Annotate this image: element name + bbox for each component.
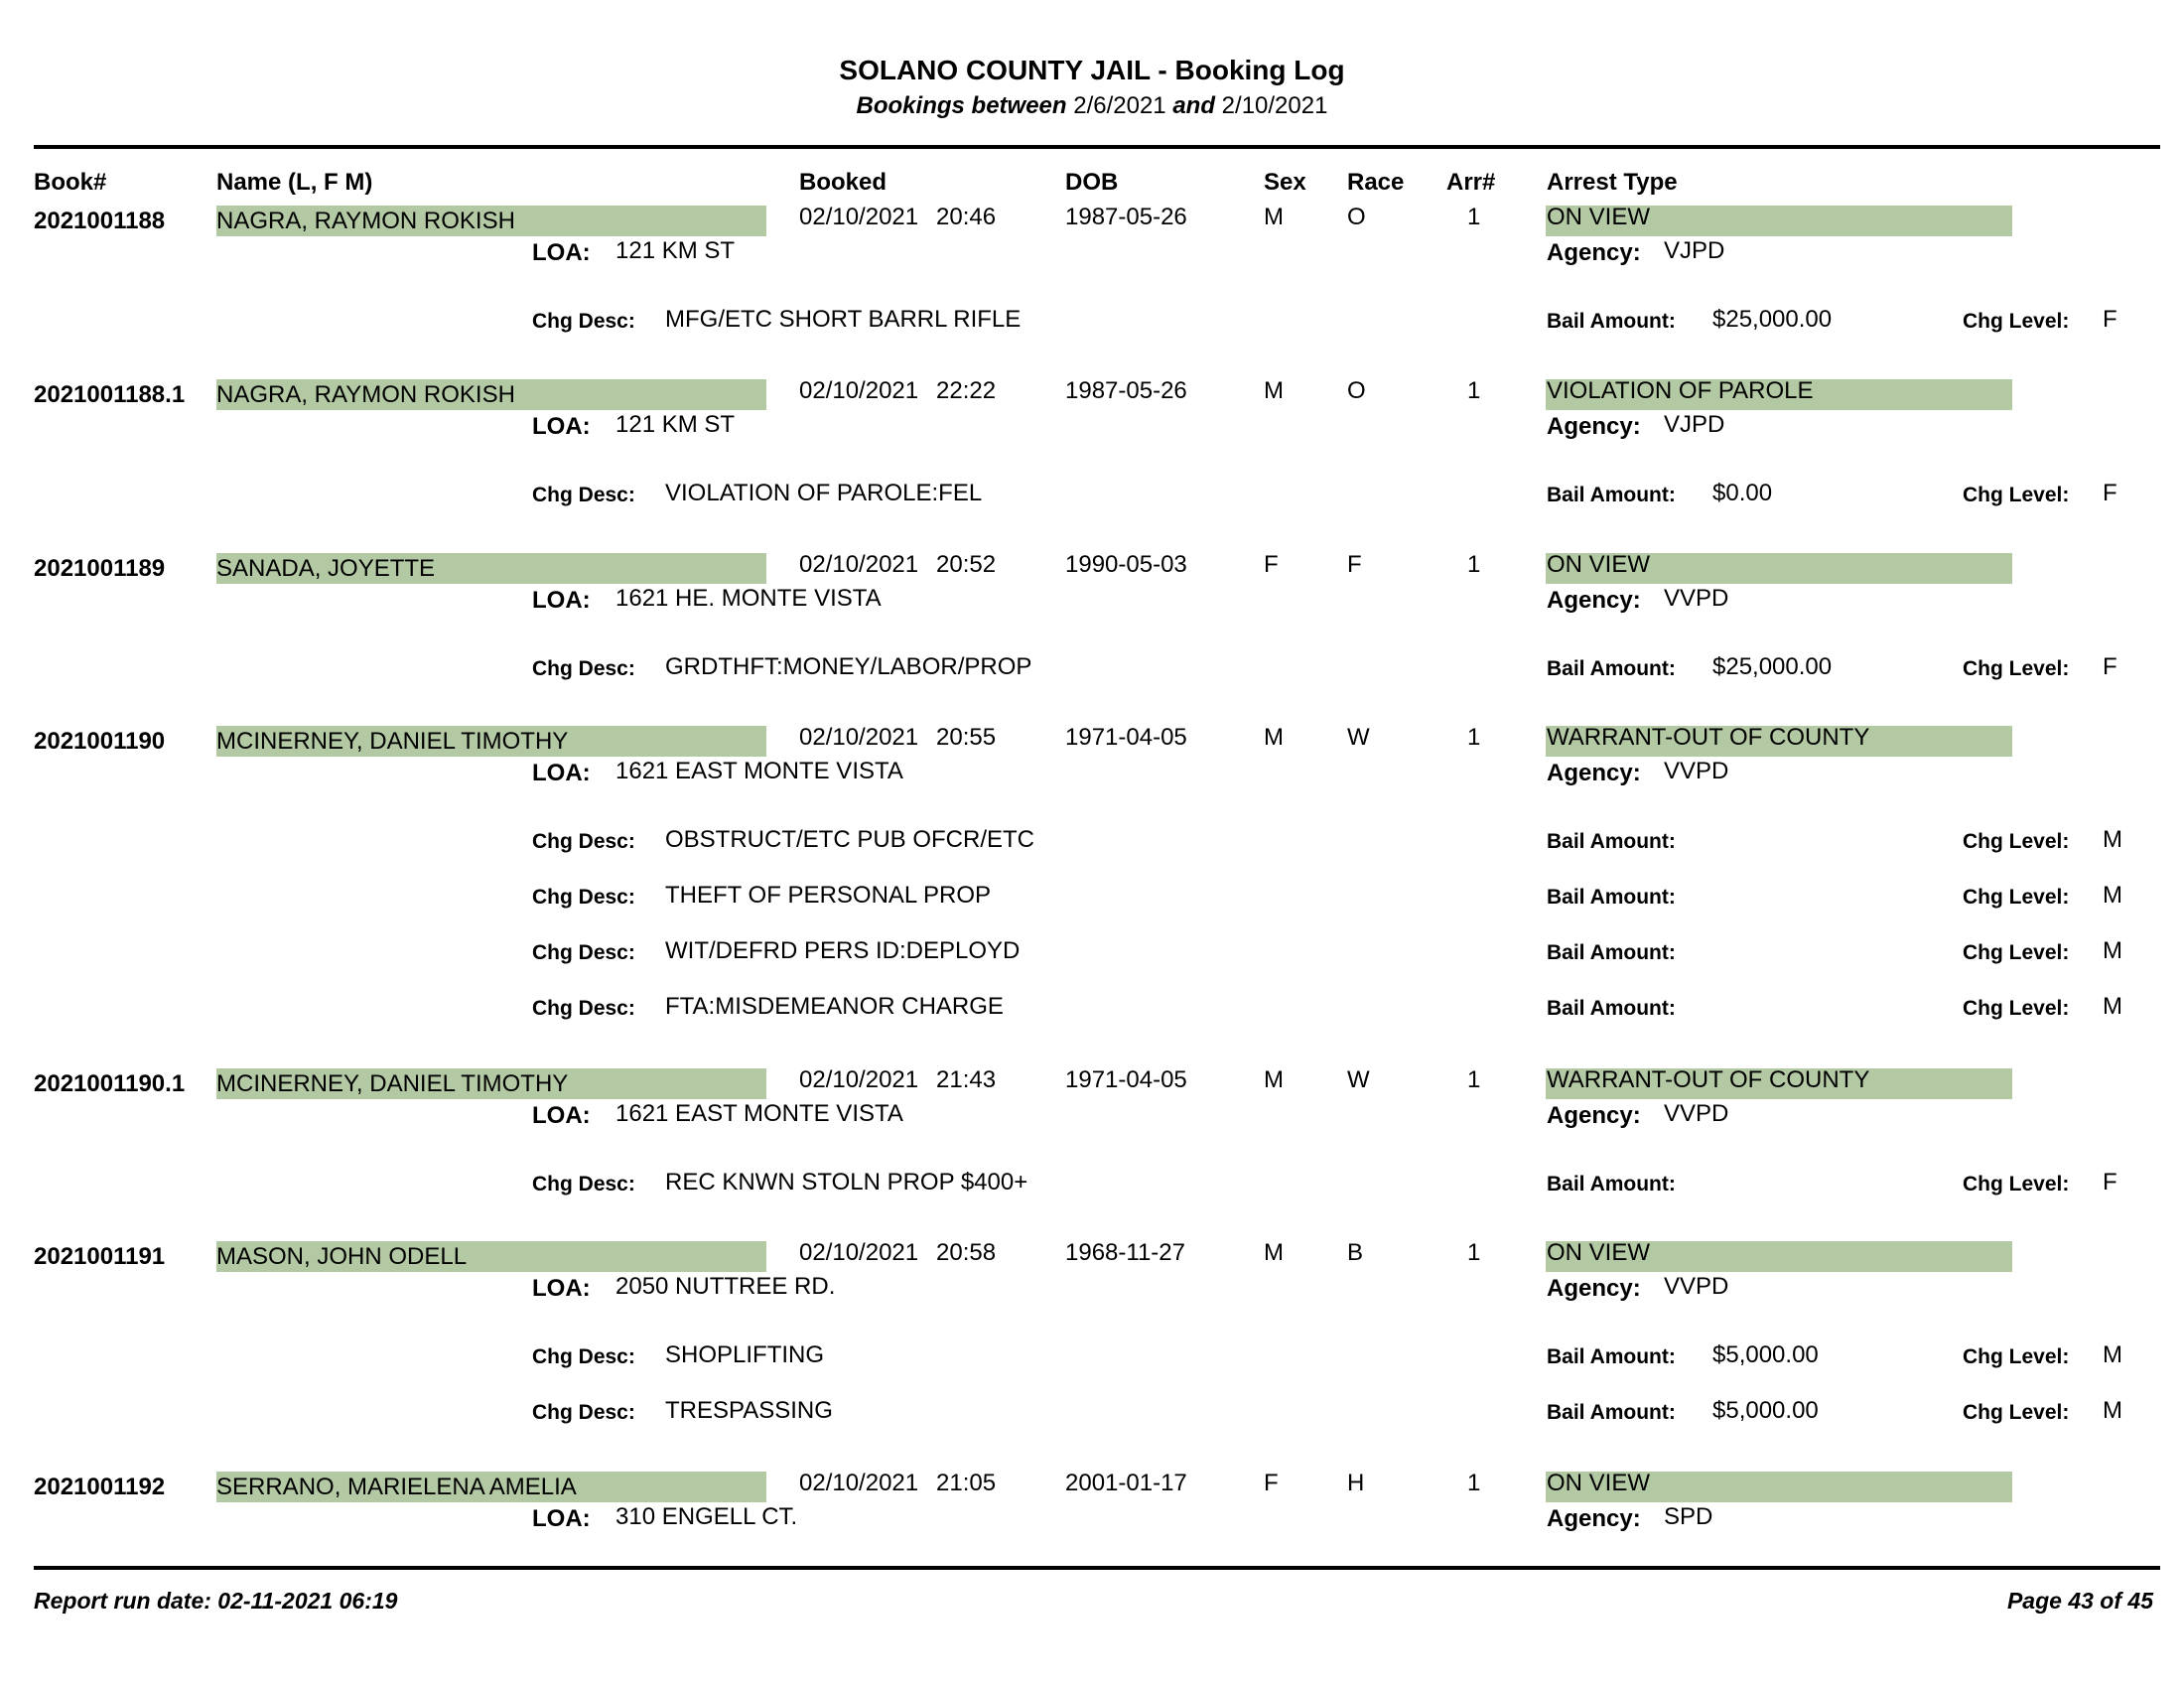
inmate-name: SERRANO, MARIELENA AMELIA — [216, 1474, 577, 1500]
dob: 1968-11-27 — [1065, 1239, 1185, 1266]
loa-value: 2050 NUTTREE RD. — [615, 1273, 836, 1300]
booked-date: 02/10/2021 — [799, 724, 919, 751]
chg-level-label: Chg Level: — [1963, 941, 2070, 964]
booked-time: 21:05 — [936, 1470, 997, 1496]
chg-desc-value: GRDTHFT:MONEY/LABOR/PROP — [665, 653, 1032, 680]
col-dob: DOB — [1065, 169, 1119, 196]
book-number: 2021001190.1 — [34, 1070, 186, 1097]
chg-level-label: Chg Level: — [1963, 997, 2070, 1020]
chg-level-value: F — [2103, 306, 2117, 333]
report-run-date: Report run date: 02-11-2021 06:19 — [34, 1588, 398, 1614]
chg-level-value: F — [2103, 653, 2117, 680]
agency-value: VVPD — [1664, 585, 1729, 612]
bail-amount-label: Bail Amount: — [1547, 830, 1676, 853]
bail-amount-value: $25,000.00 — [1712, 306, 1833, 333]
bail-amount-label: Bail Amount: — [1547, 886, 1676, 909]
col-booked: Booked — [799, 169, 887, 196]
col-book: Book# — [34, 169, 107, 196]
agency-label: Agency: — [1547, 587, 1641, 614]
chg-level-label: Chg Level: — [1963, 830, 2070, 853]
sex: F — [1264, 551, 1279, 578]
chg-level-value: M — [2103, 1341, 2122, 1368]
dob: 1987-05-26 — [1065, 204, 1187, 230]
dob: 1987-05-26 — [1065, 377, 1187, 404]
chg-level-label: Chg Level: — [1963, 310, 2070, 333]
booked-time: 20:46 — [936, 204, 997, 230]
race: B — [1347, 1239, 1364, 1266]
inmate-name: NAGRA, RAYMON ROKISH — [216, 381, 515, 408]
arrest-type: ON VIEW — [1547, 551, 1651, 578]
report-subtitle — [0, 92, 2184, 120]
loa-label: LOA: — [532, 760, 591, 786]
col-arrest-type: Arrest Type — [1547, 169, 1678, 196]
chg-level-value: M — [2103, 882, 2122, 909]
book-number: 2021001189 — [34, 555, 166, 582]
chg-desc-label: Chg Desc: — [532, 997, 635, 1020]
inmate-name: MASON, JOHN ODELL — [216, 1243, 468, 1270]
arrest-number: 1 — [1467, 551, 1481, 578]
booked-date: 02/10/2021 — [799, 204, 919, 230]
loa-value: 1621 EAST MONTE VISTA — [615, 758, 903, 784]
chg-desc-label: Chg Desc: — [532, 1173, 635, 1196]
arrest-number: 1 — [1467, 1470, 1481, 1496]
subtitle-end-date: 2/10/2021 — [1221, 92, 1328, 119]
chg-level-value: M — [2103, 1397, 2122, 1424]
col-race: Race — [1347, 169, 1405, 196]
book-number: 2021001191 — [34, 1243, 166, 1270]
booked-date: 02/10/2021 — [799, 551, 919, 578]
sex: M — [1264, 1066, 1284, 1093]
booked-date: 02/10/2021 — [799, 1239, 919, 1266]
bail-amount-label: Bail Amount: — [1547, 484, 1676, 506]
chg-level-label: Chg Level: — [1963, 484, 2070, 506]
subtitle-prefix: Bookings between — [856, 92, 1067, 119]
arrest-type: WARRANT-OUT OF COUNTY — [1547, 724, 1870, 751]
arrest-number: 1 — [1467, 1066, 1481, 1093]
chg-desc-value: THEFT OF PERSONAL PROP — [665, 882, 992, 909]
booked-time: 21:43 — [936, 1066, 997, 1093]
bail-amount-value: $25,000.00 — [1712, 653, 1833, 680]
inmate-name: MCINERNEY, DANIEL TIMOTHY — [216, 728, 569, 755]
booked-time: 22:22 — [936, 377, 997, 404]
loa-label: LOA: — [532, 587, 591, 614]
book-number: 2021001192 — [34, 1474, 166, 1500]
agency-value: VJPD — [1664, 411, 1725, 438]
booked-date: 02/10/2021 — [799, 1470, 919, 1496]
agency-label: Agency: — [1547, 239, 1641, 266]
loa-label: LOA: — [532, 413, 591, 440]
chg-desc-value: OBSTRUCT/ETC PUB OFCR/ETC — [665, 826, 1035, 853]
arrest-type: ON VIEW — [1547, 1239, 1651, 1266]
booked-date: 02/10/2021 — [799, 377, 919, 404]
bail-amount-label: Bail Amount: — [1547, 657, 1676, 680]
loa-value: 1621 HE. MONTE VISTA — [615, 585, 882, 612]
loa-value: 310 ENGELL CT. — [615, 1503, 798, 1530]
chg-level-label: Chg Level: — [1963, 886, 2070, 909]
subtitle-and: and — [1172, 92, 1215, 119]
arrest-type: ON VIEW — [1547, 1470, 1651, 1496]
book-number: 2021001188.1 — [34, 381, 186, 408]
sex: F — [1264, 1470, 1279, 1496]
race: W — [1347, 1066, 1370, 1093]
report-title: SOLANO COUNTY JAIL - Booking Log — [839, 55, 1345, 85]
bail-amount-label: Bail Amount: — [1547, 1401, 1676, 1424]
page-number: Page 43 of 45 — [2006, 1588, 2153, 1614]
agency-value: VJPD — [1664, 237, 1725, 264]
arrest-type: ON VIEW — [1547, 204, 1651, 230]
bail-amount-value: $5,000.00 — [1712, 1341, 1819, 1368]
chg-level-value: M — [2103, 826, 2122, 853]
agency-label: Agency: — [1547, 1505, 1641, 1532]
chg-level-label: Chg Level: — [1963, 657, 2070, 680]
header-rule — [34, 145, 2160, 149]
chg-desc-label: Chg Desc: — [532, 310, 635, 333]
chg-desc-value: FTA:MISDEMEANOR CHARGE — [665, 993, 1004, 1020]
agency-label: Agency: — [1547, 760, 1641, 786]
chg-desc-label: Chg Desc: — [532, 484, 635, 506]
inmate-name: SANADA, JOYETTE — [216, 555, 436, 582]
dob: 1971-04-05 — [1065, 1066, 1187, 1093]
bail-amount-label: Bail Amount: — [1547, 1345, 1676, 1368]
loa-label: LOA: — [532, 1505, 591, 1532]
chg-desc-label: Chg Desc: — [532, 1401, 635, 1424]
chg-desc-label: Chg Desc: — [532, 1345, 635, 1368]
chg-desc-label: Chg Desc: — [532, 657, 635, 680]
book-number: 2021001190 — [34, 728, 166, 755]
arrest-number: 1 — [1467, 1239, 1481, 1266]
book-number: 2021001188 — [34, 208, 166, 234]
loa-value: 121 KM ST — [615, 411, 736, 438]
race: H — [1347, 1470, 1365, 1496]
dob: 1971-04-05 — [1065, 724, 1187, 751]
chg-level-label: Chg Level: — [1963, 1401, 2070, 1424]
arrest-number: 1 — [1467, 204, 1481, 230]
loa-value: 1621 EAST MONTE VISTA — [615, 1100, 903, 1127]
chg-desc-value: REC KNWN STOLN PROP $400+ — [665, 1169, 1028, 1196]
loa-label: LOA: — [532, 1275, 591, 1302]
chg-level-value: M — [2103, 937, 2122, 964]
agency-label: Agency: — [1547, 1275, 1641, 1302]
booked-time: 20:58 — [936, 1239, 997, 1266]
dob: 1990-05-03 — [1065, 551, 1187, 578]
chg-desc-value: WIT/DEFRD PERS ID:DEPLOYD — [665, 937, 1021, 964]
arrest-number: 1 — [1467, 377, 1481, 404]
loa-label: LOA: — [532, 239, 591, 266]
chg-desc-value: VIOLATION OF PAROLE:FEL — [665, 480, 983, 506]
arrest-number: 1 — [1467, 724, 1481, 751]
col-name: Name (L, F M) — [216, 169, 373, 196]
chg-level-label: Chg Level: — [1963, 1173, 2070, 1196]
chg-desc-label: Chg Desc: — [532, 886, 635, 909]
arrest-type: WARRANT-OUT OF COUNTY — [1547, 1066, 1870, 1093]
arrest-type: VIOLATION OF PAROLE — [1547, 377, 1814, 404]
bail-amount-label: Bail Amount: — [1547, 1173, 1676, 1196]
chg-level-label: Chg Level: — [1963, 1345, 2070, 1368]
bail-amount-label: Bail Amount: — [1547, 997, 1676, 1020]
chg-desc-value: MFG/ETC SHORT BARRL RIFLE — [665, 306, 1022, 333]
loa-value: 121 KM ST — [615, 237, 736, 264]
chg-level-value: M — [2103, 993, 2122, 1020]
booked-time: 20:55 — [936, 724, 997, 751]
chg-desc-value: TRESPASSING — [665, 1397, 833, 1424]
inmate-name: NAGRA, RAYMON ROKISH — [216, 208, 515, 234]
inmate-name: MCINERNEY, DANIEL TIMOTHY — [216, 1070, 569, 1097]
chg-level-value: F — [2103, 1169, 2117, 1196]
col-sex: Sex — [1264, 169, 1306, 196]
chg-desc-label: Chg Desc: — [532, 830, 635, 853]
bail-amount-value: $0.00 — [1712, 480, 1773, 506]
race: W — [1347, 724, 1370, 751]
subtitle-start-date: 2/6/2021 — [1073, 92, 1166, 119]
sex: M — [1264, 1239, 1284, 1266]
bail-amount-label: Bail Amount: — [1547, 310, 1676, 333]
col-arr: Arr# — [1446, 169, 1496, 196]
chg-desc-label: Chg Desc: — [532, 941, 635, 964]
loa-label: LOA: — [532, 1102, 591, 1129]
sex: M — [1264, 377, 1284, 404]
agency-label: Agency: — [1547, 413, 1641, 440]
bail-amount-label: Bail Amount: — [1547, 941, 1676, 964]
sex: M — [1264, 724, 1284, 751]
agency-value: VVPD — [1664, 1100, 1729, 1127]
agency-label: Agency: — [1547, 1102, 1641, 1129]
bail-amount-value: $5,000.00 — [1712, 1397, 1819, 1424]
dob: 2001-01-17 — [1065, 1470, 1187, 1496]
booked-date: 02/10/2021 — [799, 1066, 919, 1093]
agency-value: VVPD — [1664, 758, 1729, 784]
booked-time: 20:52 — [936, 551, 997, 578]
chg-desc-value: SHOPLIFTING — [665, 1341, 825, 1368]
chg-level-value: F — [2103, 480, 2117, 506]
sex: M — [1264, 204, 1284, 230]
race: O — [1347, 377, 1366, 404]
race: O — [1347, 204, 1366, 230]
footer-rule — [34, 1566, 2160, 1570]
agency-value: SPD — [1664, 1503, 1713, 1530]
race: F — [1347, 551, 1362, 578]
agency-value: VVPD — [1664, 1273, 1729, 1300]
